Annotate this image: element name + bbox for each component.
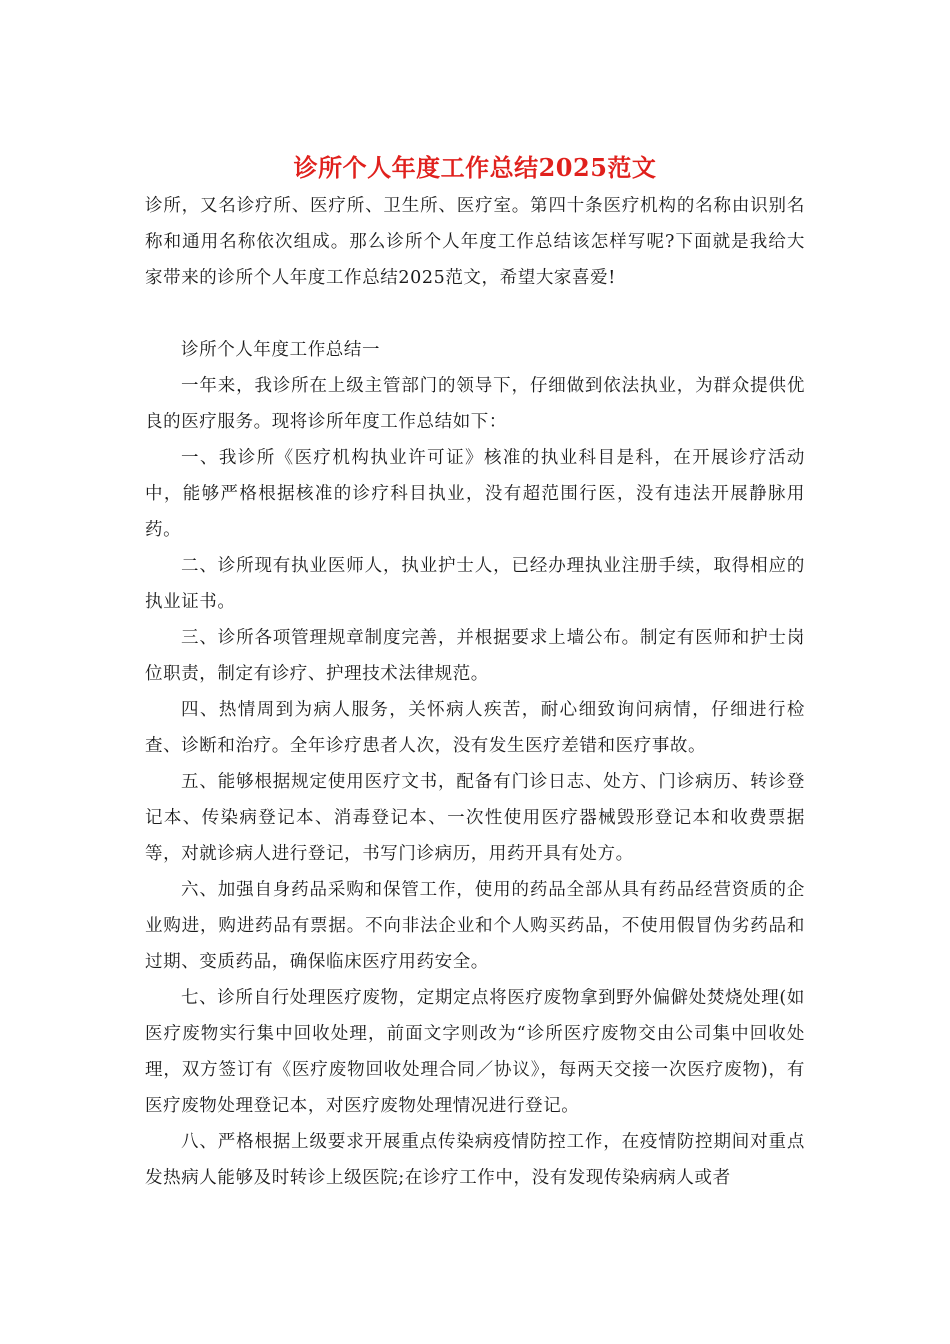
body-paragraph: 七、诊所自行处理医疗废物，定期定点将医疗废物拿到野外偏僻处焚烧处理(如医疗废物实行集中回收处理，前面文字则改为“诊所医疗废物交由公司集中回收处理，双方签订有《医疗废物回收处理合同／协议》，每两天交接一次医疗废物)，有医疗废物处理登记本，对医疗废物处理情况进行登记。 — [145, 988, 805, 1116]
section-heading: 诊所个人年度工作总结一 — [181, 340, 381, 360]
body-paragraph: 五、能够根据规定使用医疗文书，配备有门诊日志、处方、门诊病历、转诊登记本、传染病登记本、消毒登记本、一次性使用医疗器械毁形登记本和收费票据等，对就诊病人进行登记，书写门诊病历，用药开具有处方。 — [145, 772, 805, 864]
body-paragraph: 一年来，我诊所在上级主管部门的领导下，仔细做到依法执业，为群众提供优良的医疗服务。现将诊所年度工作总结如下： — [145, 376, 805, 432]
intro-paragraph: 诊所，又名诊疗所、医疗所、卫生所、医疗室。第四十条医疗机构的名称由识别名称和通用名称依次组成。那么诊所个人年度工作总结该怎样写呢?下面就是我给大家带来的诊所个人年度工作总结2025范文，希望大家喜爱! — [145, 196, 805, 288]
body-paragraph: 一、我诊所《医疗机构执业许可证》核准的执业科目是科，在开展诊疗活动中，能够严格根据核准的诊疗科目执业，没有超范围行医，没有违法开展静脉用药。 — [145, 448, 805, 540]
body-paragraph: 四、热情周到为病人服务，关怀病人疾苦，耐心细致询问病情，仔细进行检查、诊断和治疗。全年诊疗患者人次，没有发生医疗差错和医疗事故。 — [145, 700, 805, 756]
body-paragraph: 六、加强自身药品采购和保管工作，使用的药品全部从具有药品经营资质的企业购进，购进药品有票据。不向非法企业和个人购买药品，不使用假冒伪劣药品和过期、变质药品，确保临床医疗用药安全。 — [145, 880, 805, 972]
body-paragraph: 三、诊所各项管理规章制度完善，并根据要求上墙公布。制定有医师和护士岗位职责，制定有诊疗、护理技术法律规范。 — [145, 628, 805, 684]
body-paragraph: 八、严格根据上级要求开展重点传染病疫情防控工作，在疫情防控期间对重点发热病人能够及时转诊上级医院;在诊疗工作中，没有发现传染病病人或者 — [145, 1132, 805, 1188]
document-page — [145, 148, 805, 1196]
blank-line — [145, 296, 805, 332]
document-title: 诊所个人年度工作总结2025范文 — [293, 153, 657, 182]
body-paragraph: 二、诊所现有执业医师人，执业护士人，已经办理执业注册手续，取得相应的执业证书。 — [145, 556, 805, 612]
